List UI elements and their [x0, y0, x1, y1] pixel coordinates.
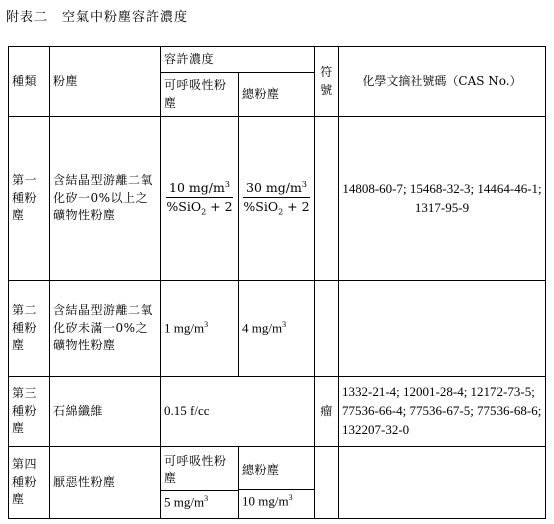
respirable-limit: 5 $mg/m^3$	[164, 493, 209, 510]
row-cas-numbers: 14808-60-7; 15468-32-3; 14464-46-1; 1317-95-9	[339, 117, 546, 281]
page-title: 附表二 空氣中粉塵容許濃度	[6, 10, 189, 25]
row-category: 第三種粉塵	[9, 377, 50, 447]
header-dust: 粉塵	[50, 47, 161, 117]
respirable-limit: 1 $mg/m^3$	[161, 281, 239, 377]
row-cas-numbers: 1332-21-4; 12001-28-4; 12172-73-5; 77536-66-4; 77536-67-5; 77536-68-6; 132207-32-0	[339, 377, 546, 447]
header-allowable-concentration: 容許濃度	[161, 47, 315, 73]
respirable-limit-formula: $\frac{10 mg/m^3}{\%SiO_2 + 2}$	[161, 117, 239, 281]
header-row-1	[9, 47, 546, 73]
row-category: 第二種粉塵	[9, 281, 50, 377]
header-symbol: 符號	[315, 47, 339, 117]
row-dust-description: 厭惡性粉塵	[50, 447, 161, 519]
row-category: 第四種粉塵	[9, 447, 50, 519]
row-symbol	[315, 447, 339, 519]
header-category: 種類	[9, 47, 50, 117]
row-class-1	[9, 117, 546, 281]
total-dust-label: 總粉塵	[239, 452, 314, 490]
respirable-dust-label: 可呼吸性粉塵	[161, 451, 238, 491]
row-cas-numbers	[339, 281, 546, 377]
asbestos-limit: 0.15 f/cc	[161, 377, 315, 447]
row-category: 第一種粉塵	[9, 117, 50, 281]
row-dust-description: 含結晶型游離二氧化矽未滿一0%之礦物性粉塵	[50, 281, 161, 377]
row-class-2	[9, 281, 546, 377]
dust-concentration-table	[8, 46, 546, 519]
row-dust-description: 含結晶型游離二氧化矽一0%以上之礦物性粉塵	[50, 117, 161, 281]
row-symbol: 瘤	[315, 377, 339, 447]
row-dust-description: 石綿纖維	[50, 377, 161, 447]
header-respirable-dust: 可呼吸性粉塵	[161, 73, 239, 117]
row-class-4	[9, 447, 546, 519]
total-limit-cell	[239, 447, 315, 519]
total-limit: 4 $mg/m^3$	[239, 281, 315, 377]
row-symbol	[315, 281, 339, 377]
respirable-limit-cell	[161, 447, 239, 519]
header-cas: 化學文摘社號碼（CAS No.）	[339, 47, 546, 117]
row-class-3	[9, 377, 546, 447]
total-limit-formula: $\frac{30 mg/m^3}{\%SiO_2 + 2}$	[239, 117, 315, 281]
row-cas-numbers	[339, 447, 546, 519]
header-total-dust: 總粉塵	[239, 73, 315, 117]
total-limit: 10 $mg/m^3$	[242, 493, 293, 509]
row-symbol	[315, 117, 339, 281]
